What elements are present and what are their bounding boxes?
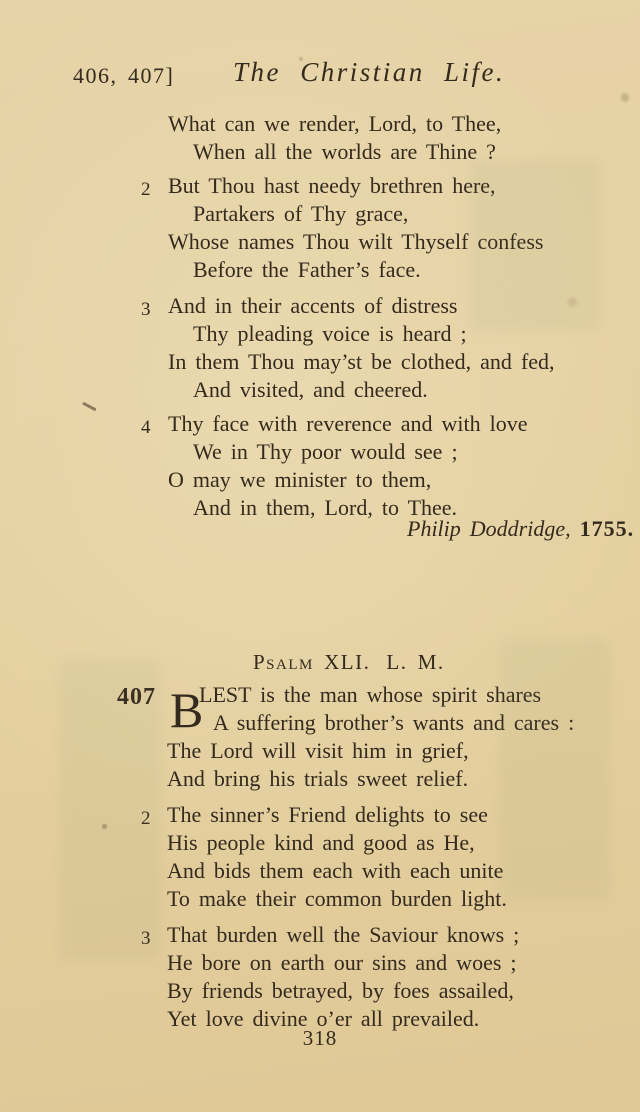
- verse-line: Whose names Thou wilt Thyself confess: [168, 229, 544, 254]
- verse-line: The sinner’s Friend delights to see: [167, 802, 488, 827]
- stanza-number: 2: [141, 179, 151, 200]
- stanza-number: 2: [141, 808, 151, 829]
- stanza-number: 3: [141, 928, 151, 949]
- verse-line: What can we render, Lord, to Thee,: [168, 111, 502, 136]
- verse-line: Before the Father’s face.: [193, 257, 421, 282]
- verse-line: O may we minister to them,: [168, 467, 432, 492]
- stanza-number: 4: [141, 417, 151, 438]
- verse-line: His people kind and good as He,: [167, 830, 475, 855]
- verse-line: In them Thou may’st be clothed, and fed,: [168, 349, 555, 374]
- verse-line: Thy face with reverence and with love: [168, 411, 528, 436]
- stanza-number: 3: [141, 299, 151, 320]
- hymn-406-stanza-4: [0, 410, 640, 522]
- author-name: Philip Doddridge,: [407, 516, 571, 541]
- verse-line: That burden well the Saviour knows ;: [167, 922, 520, 947]
- page-number: 318: [302, 1026, 338, 1050]
- verse-line: When all the worlds are Thine ?: [193, 139, 496, 164]
- verse-line: A suffering brother’s wants and cares :: [213, 710, 575, 735]
- paper-speck: [621, 93, 629, 102]
- verse-line: And in their accents of distress: [168, 293, 458, 318]
- verse-line: Partakers of Thy grace,: [193, 201, 409, 226]
- verse-line: The Lord will visit him in grief,: [167, 738, 469, 763]
- verse-line: By friends betrayed, by foes assailed,: [167, 978, 514, 1003]
- author-attribution: [407, 515, 634, 543]
- show-through-smudge: [500, 640, 610, 900]
- verse-line: And bring his trials sweet relief.: [167, 766, 469, 791]
- verse-line: And bids them each with each unite: [167, 858, 504, 883]
- verse-line: And visited, and cheered.: [193, 377, 428, 402]
- verse-line: But Thou hast needy brethren here,: [168, 173, 496, 198]
- page-title: The Christian Life.: [233, 57, 506, 87]
- header-hymn-numbers: 406, 407]: [73, 63, 175, 88]
- paper-speck: [299, 57, 303, 61]
- show-through-smudge: [60, 660, 160, 960]
- verse-line: LEST is the man whose spirit shares: [199, 682, 542, 707]
- verse-line: Yet love divine o’er all prevailed.: [167, 1006, 480, 1031]
- verse-line: We in Thy poor would see ;: [193, 439, 458, 464]
- verse-line: And in them, Lord, to Thee.: [193, 495, 458, 520]
- drop-cap: B: [170, 682, 204, 738]
- meter-label: L. M.: [386, 650, 445, 674]
- verse-line: He bore on earth our sins and woes ;: [167, 950, 517, 975]
- show-through-smudge: [470, 160, 600, 330]
- psalm-reference: Psalm XLI.: [253, 650, 371, 674]
- psalm-heading: [253, 648, 445, 676]
- hymn-number: 407: [117, 684, 156, 710]
- hymn-406-stanza-1-continuation: [0, 110, 640, 166]
- verse-line: To make their common burden light.: [167, 886, 507, 911]
- verse-line: Thy pleading voice is heard ;: [193, 321, 467, 346]
- attribution-year: 1755.: [579, 516, 635, 541]
